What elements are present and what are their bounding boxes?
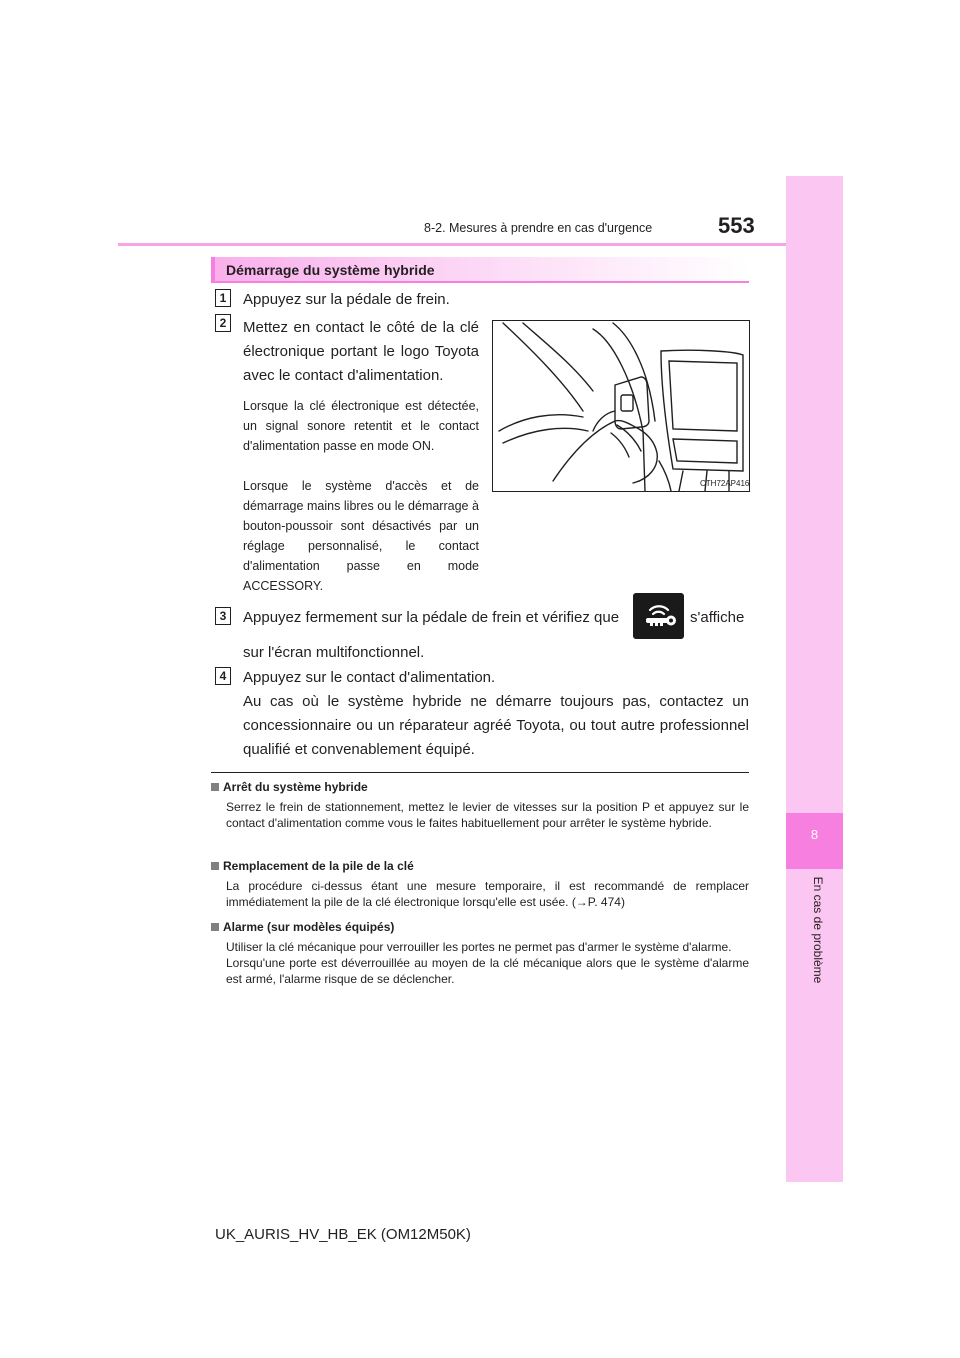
note-block-3 xyxy=(211,920,749,987)
step-badge-3: 3 xyxy=(215,607,231,625)
step-badge-2: 2 xyxy=(215,314,231,332)
header-rule xyxy=(118,243,786,246)
step-badge-4: 4 xyxy=(215,667,231,685)
section-title: 8-2. Mesures à prendre en cas d'urgence xyxy=(424,221,653,235)
note-title-2: Remplacement de la pile de la clé xyxy=(211,859,749,873)
note-title-1: Arrêt du système hybride xyxy=(211,780,749,794)
notes-divider xyxy=(211,772,749,773)
key-placement-illustration xyxy=(492,320,750,492)
section-heading: Démarrage du système hybride xyxy=(226,262,435,278)
key-detected-icon-glyph xyxy=(633,593,684,639)
step-4-text: Appuyez sur le contact d'alimentation. xyxy=(243,669,496,686)
note-block-2 xyxy=(211,859,749,910)
square-bullet-icon xyxy=(211,862,219,870)
note-body-3b: Lorsqu'une porte est déverrouillée au moyen de la clé mécanique alors que le système d'alarme est armé, l'alarme risque de se déclencher. xyxy=(226,956,749,986)
note-title-3: Alarme (sur modèles équipés) xyxy=(211,920,749,934)
closing-paragraph: Au cas où le système hybride ne démarre toujours pas, contactez un concessionnaire ou un réparateur agréé Toyota, ou tout autre professionnel qualifié et convenablement équipé. xyxy=(243,693,749,758)
key-detected-icon xyxy=(633,593,684,639)
note-block-1 xyxy=(211,780,749,831)
chapter-number: 8 xyxy=(810,827,819,842)
step-3-text-after: s'affiche xyxy=(690,609,745,626)
hand-key-drawing xyxy=(493,321,749,491)
document-code: UK_AURIS_HV_HB_EK (OM12M50K) xyxy=(215,1226,471,1243)
chapter-title: En cas de problème xyxy=(811,876,825,984)
step-2-note-1: Lorsque la clé électronique est détectée, un signal sonore retentit et le contact d'alimentation passe en mode ON. xyxy=(243,399,479,453)
note-body-1: Serrez le frein de stationnement, mettez le levier de vitesses sur la position P et appuyez sur le contact d'alimentation comme vous le faites habituellement pour arrêter le système hybride. xyxy=(226,800,749,830)
note-body-2: La procédure ci-dessus étant une mesure temporaire, il est recommandé de remplacer immédiatement la pile de la clé électronique lorsqu'elle est usée. (→P. 474) xyxy=(226,879,749,909)
page-number: 553 xyxy=(718,213,755,238)
square-bullet-icon xyxy=(211,783,219,791)
step-2-text: Mettez en contact le côté de la clé électronique portant le logo Toyota avec le contact d'alimentation. xyxy=(243,319,479,384)
step-badge-1: 1 xyxy=(215,289,231,307)
illustration-code: CTH72AP416 xyxy=(700,479,750,488)
step-2-note-2: Lorsque le système d'accès et de démarrage mains libres ou le démarrage à bouton-poussoir sont désactivés par un réglage personnalisé, le contact d'alimentation passe en mode ACCESSORY. xyxy=(243,479,479,593)
note-body-3: Utiliser la clé mécanique pour verrouiller les portes ne permet pas d'armer le système d'alarme. xyxy=(226,940,732,954)
step-3-text-line2: sur l'écran multifonctionnel. xyxy=(243,644,425,661)
step-1-text: Appuyez sur la pédale de frein. xyxy=(243,291,450,308)
square-bullet-icon xyxy=(211,923,219,931)
step-3-text-before: Appuyez fermement sur la pédale de frein et vérifiez que xyxy=(243,609,620,626)
